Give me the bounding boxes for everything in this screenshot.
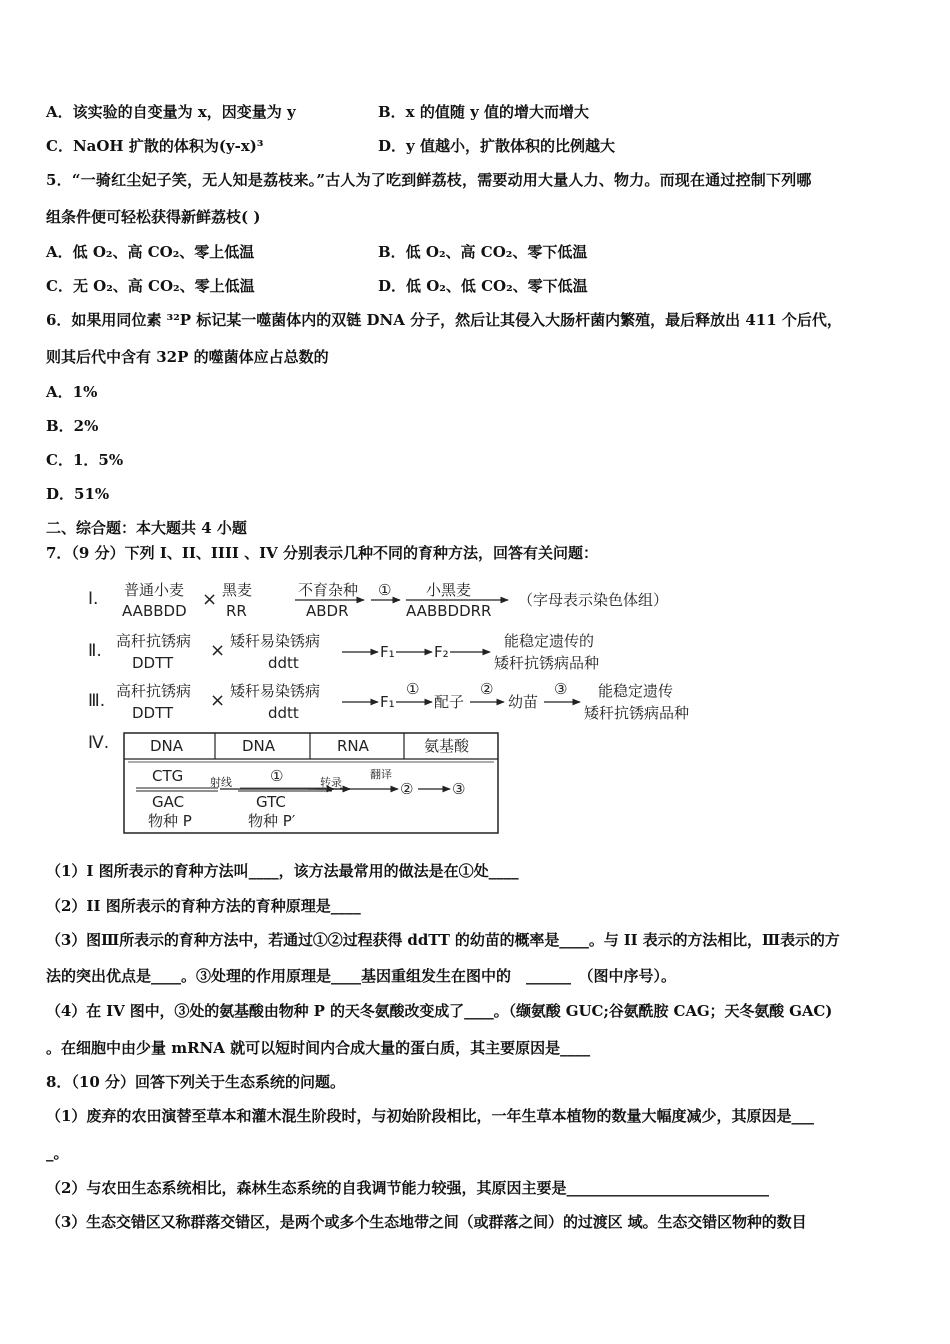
row2-result-line2: 矮秆抗锈病品种 xyxy=(494,654,600,672)
row3-gamete: 配子 xyxy=(434,693,465,711)
row3-result-line1: 能稳定遗传 xyxy=(598,682,674,700)
row2-cross-sign: × xyxy=(210,640,226,661)
row1-note: （字母表示染色体组） xyxy=(518,591,669,609)
row4-number: Ⅳ. xyxy=(88,733,110,753)
dna-codon-gac: GAC xyxy=(152,793,185,811)
q5-stem-line1: 5．“一骑红尘妃子笑，无人知是荔枝来。”古人为了吃到鲜荔枝，需要动用大量人力、物力。而现在通过控制下列哪 xyxy=(46,171,812,189)
row1-parent2: 黑麦 xyxy=(222,581,253,599)
table-header-rna: RNA xyxy=(337,737,369,755)
q6-stem-line1: 6．如果用同位素 ³²P 标记某一噬菌体内的双链 DNA 分子，然后让其侵入大肠杆菌内繁殖，最后释放出 411 个后代， xyxy=(46,311,842,329)
q4-option-a: A．该实验的自变量为 x，因变量为 y xyxy=(46,103,296,121)
row1-hybrid: 不育杂种 xyxy=(298,581,359,599)
q8-sub2: （2）与农田生态系统相比，森林生态系统的自我调节能力较强，其原因主要是___________________________ xyxy=(46,1179,769,1197)
row1-genotype2: RR xyxy=(226,602,247,620)
q5-stem-line2: 组条件便可轻松获得新鲜荔枝( ) xyxy=(46,208,261,226)
step-circle-1: ① xyxy=(270,767,284,785)
step-circle-3: ③ xyxy=(452,780,466,798)
q6-option-a: A．1% xyxy=(46,383,98,401)
q5-option-d: D．低 O₂、低 CO₂、零下低温 xyxy=(378,277,588,295)
label-radiation: 射线 xyxy=(210,776,232,789)
row1-parent1: 普通小麦 xyxy=(124,581,185,599)
row3-parent2: 矮秆易染锈病 xyxy=(230,682,321,700)
q7-stem: 7．（9 分）下列 I、II、IIII 、IV 分别表示几种不同的育种方法，回答有关问题： xyxy=(46,544,599,562)
row3-parent1: 高秆抗锈病 xyxy=(116,682,192,700)
breeding-methods-diagram xyxy=(88,578,728,840)
q8-sub3: （3）生态交错区又称群落交错区，是两个或多个生态地带之间（或群落之间）的过渡区 域。生态交错区物种的数目 xyxy=(46,1213,807,1231)
row2-genotype2: ddtt xyxy=(268,654,299,672)
q7-sub1: （1）I 图所表示的育种方法叫____，该方法最常用的做法是在①处____ xyxy=(46,862,519,880)
q7-sub4-line2: 。在细胞中由少量 mRNA 就可以短时间内合成大量的蛋白质，其主要原因是____ xyxy=(46,1039,591,1057)
row2-number: Ⅱ. xyxy=(88,641,102,661)
row1-genotype1: AABBDD xyxy=(122,602,187,620)
q7-sub3-line2: 法的突出优点是____。③处理的作用原理是____基因重组发生在图中的 ______ （图中序号）。 xyxy=(46,967,677,985)
species-p: 物种 P xyxy=(148,812,192,830)
row3-number: Ⅲ. xyxy=(88,691,106,711)
step-circle-2: ② xyxy=(400,780,414,798)
q4-option-b: B．x 的值随 y 值的增大而增大 xyxy=(378,103,590,121)
species-p-prime: 物种 P′ xyxy=(248,812,296,830)
label-transcription: 转录 xyxy=(320,776,342,789)
q4-option-d: D．y 值越小，扩散体积的比例越大 xyxy=(378,137,615,155)
q8-sub1-line1: （1）废弃的农田演替至草本和灌木混生阶段时，与初始阶段相比，一年生草本植物的数量大幅度减少，其原因是___ xyxy=(46,1107,814,1125)
row1-number: Ⅰ. xyxy=(88,589,99,609)
row3-genotype1: DDTT xyxy=(132,704,174,722)
row3-step-3: ③ xyxy=(554,680,568,698)
row3-step-1: ① xyxy=(406,680,420,698)
section-heading: 二、综合题：本大题共 4 小题 xyxy=(46,519,247,537)
row3-result-line2: 矮秆抗锈病品种 xyxy=(584,704,690,722)
label-translation: 翻译 xyxy=(370,768,392,781)
row2-genotype1: DDTT xyxy=(132,654,174,672)
row3-genotype2: ddtt xyxy=(268,704,299,722)
row2-result-line1: 能稳定遗传的 xyxy=(504,632,595,650)
q5-option-c: C．无 O₂、高 CO₂、零上低温 xyxy=(46,277,255,295)
row2-f1: F₁ xyxy=(380,643,395,661)
q8-sub1-line2: _。 xyxy=(46,1144,69,1162)
row1-product: 小黑麦 xyxy=(426,581,472,599)
row2-f2: F₂ xyxy=(434,643,449,661)
row1-product-genotype: AABBDDRR xyxy=(406,602,492,620)
q5-option-a: A．低 O₂、高 CO₂、零上低温 xyxy=(46,243,255,261)
q4-option-c: C．NaOH 扩散的体积为(y-x)³ xyxy=(46,137,264,155)
q6-stem-line2: 则其后代中含有 32P 的噬菌体应占总数的 xyxy=(46,348,329,366)
q7-sub3-line1: （3）图Ⅲ所表示的育种方法中，若通过①②过程获得 ddTT 的幼苗的概率是____。与 II 表示的方法相比，Ⅲ表示的方 xyxy=(46,931,840,949)
row1-step-1: ① xyxy=(378,581,392,599)
q5-option-b: B．低 O₂、高 CO₂、零下低温 xyxy=(378,243,588,261)
q8-stem: 8．（10 分）回答下列关于生态系统的问题。 xyxy=(46,1073,346,1091)
row3-f1: F₁ xyxy=(380,693,395,711)
q6-option-c: C．1．5% xyxy=(46,451,124,469)
table-header-dna-1: DNA xyxy=(150,737,184,755)
row1-cross-sign: × xyxy=(202,589,218,610)
row3-seedling: 幼苗 xyxy=(508,693,539,711)
q6-option-d: D．51% xyxy=(46,485,110,503)
row1-hybrid-genotype: ABDR xyxy=(306,602,349,620)
dna-codon-ctg: CTG xyxy=(152,767,184,785)
q6-option-b: B．2% xyxy=(46,417,99,435)
row2-parent1: 高秆抗锈病 xyxy=(116,632,192,650)
row3-cross-sign: × xyxy=(210,690,226,711)
table-header-dna-2: DNA xyxy=(242,737,276,755)
q7-sub2: （2）II 图所表示的育种方法的育种原理是____ xyxy=(46,897,361,915)
row3-step-2: ② xyxy=(480,680,494,698)
row2-parent2: 矮秆易染锈病 xyxy=(230,632,321,650)
dna-codon-gtc: GTC xyxy=(256,793,286,811)
table-header-amino-acid: 氨基酸 xyxy=(424,737,470,755)
q7-sub4-line1: （4）在 IV 图中，③处的氨基酸由物种 P 的天冬氨酸改变成了____。（缬氨酸 GUC;谷氨酰胺 CAG；天冬氨酸 GAC) xyxy=(46,1002,833,1020)
